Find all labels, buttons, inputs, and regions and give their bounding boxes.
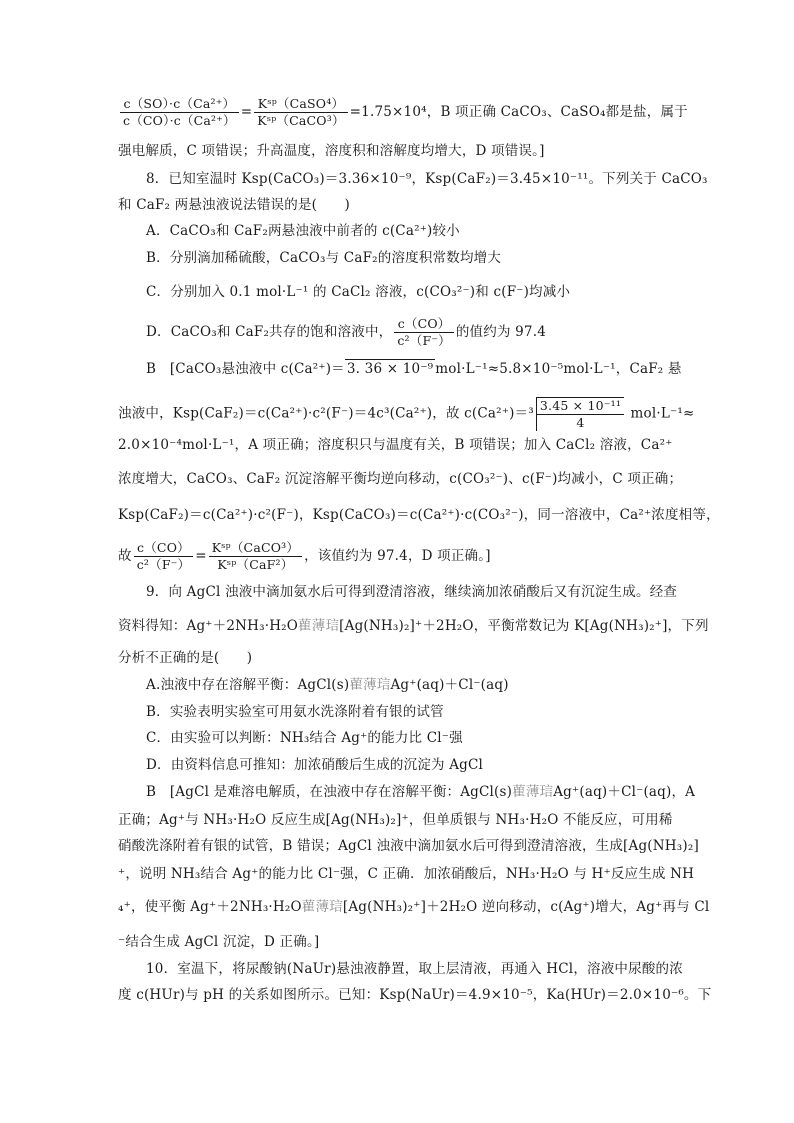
answer-text: Ag⁺(aq)＋Cl⁻(aq)，A — [553, 784, 696, 800]
question-8-option-d — [146, 316, 546, 349]
equilibrium-arrow-glyph: 雚薄琂 — [349, 677, 391, 693]
question-8-stem: 8．已知室温时 Ksp(CaCO₃)＝3.36×10⁻⁹，Ksp(CaF₂)＝3.45×10⁻¹¹。下列关于 CaCO₃ — [146, 171, 708, 187]
fraction-numerator: c（CO） — [394, 316, 453, 333]
question-9-option-b: B．实验表明实验室可用氨水洗涤附着有银的试管 — [146, 704, 444, 720]
stem-text: [Ag(NH₃)₂]⁺＋2H₂O，平衡常数记为 K[Ag(NH₃)₂⁺]，下列 — [339, 618, 709, 634]
answer-text: 浊液中，Ksp(CaF₂)＝c(Ca²⁺)·c²(F⁻)＝4c³(Ca²⁺)，故 c(Ca²⁺)＝³ — [118, 405, 534, 422]
co3-f-ratio-fraction — [394, 316, 453, 349]
answer-text: =1.75×10⁴，B 项正确 CaCO₃、CaSO₄都是盐，属于 — [349, 104, 688, 120]
question-8-answer-line: 故 $\frac{c(CO)}{\text{c²（F⁻）}}$ = $\frac{\text{Kˢᵖ（CaCO³）}}{\text{Kˢᵖ（CaF²）}}$ ，该值约为 97.4，D 项正确。] — [118, 540, 491, 572]
fraction-numerator: c（SO）·c（Ca²⁺） — [120, 96, 239, 113]
cube-root-fraction — [536, 397, 624, 431]
option-text: A.浊液中存在溶解平衡：AgCl(s) — [146, 677, 350, 693]
fraction-numerator: Kˢᵖ（CaCO³） — [209, 540, 302, 557]
fraction-numerator: Kˢᵖ（CaSO⁴） — [254, 96, 347, 113]
question-9-answer-line — [146, 783, 695, 801]
fraction-denominator: c²（F⁻） — [397, 333, 451, 348]
ksp-ratio-fraction — [254, 96, 347, 129]
question-9-stem — [118, 617, 709, 635]
answer-text: mol·L⁻¹≈5.8×10⁻⁵mol·L⁻¹，CaF₂ 悬 — [435, 361, 682, 377]
stem-text: 资料得知：Ag⁺＋2NH₃·H₂O — [118, 618, 299, 634]
fraction-numerator: c（CO） — [134, 540, 193, 557]
answer-text: ，该值约为 97.4，D 项正确。] — [304, 548, 491, 564]
question-8-option-a: A．CaCO₃和 CaF₂两悬浊液中前者的 c(Ca²⁺)较小 — [146, 223, 460, 239]
square-root: 3. 36 × 10⁻⁹ — [346, 361, 434, 377]
co3-f-ratio-fraction — [134, 540, 193, 573]
answer-text: ₄⁺，使平衡 Ag⁺＋2NH₃·H₂O — [118, 899, 302, 915]
question-10-stem: 10．室温下，将尿酸钠(NaUr)悬浊液静置，取上层清液，再通入 HCl，溶液中尿酸的浓 — [146, 961, 683, 977]
question-8-option-c: C．分别加入 0.1 mol·L⁻¹ 的 CaCl₂ 溶液，c(CO₃²⁻)和 c(F⁻)均减小 — [146, 284, 571, 300]
fraction-denominator: c（CO）·c（Ca²⁺） — [123, 113, 236, 128]
fraction-denominator: Kˢᵖ（CaCO³） — [257, 113, 345, 128]
answer-text: mol·L⁻¹≈ — [626, 405, 695, 422]
question-9-stem: 9．向 AgCl 浊液中滴加氨水后可得到澄清溶液，继续滴加浓硝酸后又有沉淀生成。经查 — [146, 584, 678, 600]
ksp-ratio-fraction — [209, 540, 302, 573]
question-8-option-b: B．分别滴加稀硫酸，CaCO₃与 CaF₂的溶度积常数均增大 — [146, 250, 502, 266]
question-8-stem: 和 CaF₂ 两悬浊液说法错误的是( ) — [118, 197, 350, 213]
question-9-answer-line: ⁺，说明 NH₃结合 Ag⁺的能力比 Cl⁻强，C 正确．加浓硝酸后，NH₃·H₂O 与 H⁺反应生成 NH — [118, 866, 695, 882]
fraction-numerator: 3.45 × 10⁻¹¹ — [537, 397, 624, 415]
question-9-answer-line: ⁻结合生成 AgCl 沉淀，D 正确。] — [118, 934, 320, 950]
question-9-stem: 分析不正确的是( ) — [118, 650, 253, 666]
answer-text: B [CaCO₃悬浊液中 c(Ca²⁺)＝ — [146, 361, 345, 377]
concentration-ratio-fraction — [120, 96, 239, 129]
question-8-answer-line: Ksp(CaF₂)＝c(Ca²⁺)·c²(F⁻)，Ksp(CaCO₃)＝c(Ca²⁺)·c(CO₃²⁻)，同一溶液中，Ca²⁺浓度相等， — [118, 507, 720, 523]
option-text: D．CaCO₃和 CaF₂共存的饱和溶液中， — [146, 324, 393, 340]
question-9-answer-line: 硝酸洗涤附着有银的试管，B 错误；AgCl 浊液中滴加氨水后可得到澄清溶液，生成[Ag(NH₃)₂] — [118, 838, 699, 854]
question-9-option-a — [146, 676, 509, 694]
question-8-answer-line: 2.0×10⁻⁴mol·L⁻¹，A 项正确；溶度积只与温度有关，B 项错误；加入 CaCl₂ 溶液，Ca²⁺ — [118, 437, 673, 453]
option-text: 的值约为 97.4 — [455, 324, 546, 340]
question-9-answer-line: 正确；Ag⁺与 NH₃·H₂O 反应生成[Ag(NH₃)₂]⁺，但单质银与 NH₃·H₂O 不能反应，可用稀 — [118, 812, 673, 828]
fraction-denominator: 4 — [576, 415, 585, 430]
fraction-denominator: Kˢᵖ（CaF²） — [217, 557, 294, 572]
answer-text: [Ag(NH₃)₂⁺]＋2H₂O 逆向移动，c(Ag⁺)增大，Ag⁺再与 Cl — [342, 899, 710, 915]
prev-answer-fraction-line: $\frac{\text{c（SO）·c（Ca²⁺）}}{\text{c（CO）·c（Ca²⁺）}}$ = $\frac{\text{Kˢᵖ（CaSO⁴）}}{\text{Kˢᵖ（CaCO³）}}$ =1.75×10⁴，B 项正确 CaCO₃、CaSO₄都是盐，属于 — [118, 96, 688, 129]
answer-text: B [AgCl 是难溶电解质，在浊液中存在溶解平衡：AgCl(s) — [146, 784, 513, 800]
question-8-answer-line — [146, 359, 682, 378]
question-8-answer-line — [118, 397, 695, 431]
answer-text: 强电解质，C 项错误；升高温度，溶度积和溶解度均增大，D 项错误。] — [118, 143, 545, 159]
answer-text: 故 — [118, 548, 132, 564]
question-10-stem: 度 c(HUr)与 pH 的关系如图所示。已知：Ksp(NaUr)＝4.9×10⁻⁵，Ka(HUr)＝2.0×10⁻⁶。下 — [118, 987, 712, 1003]
equilibrium-arrow-glyph: 雚薄琂 — [298, 618, 340, 634]
question-9-answer-line — [118, 898, 709, 916]
question-9-option-d: D．由资料信息可推知：加浓硝酸后生成的沉淀为 AgCl — [146, 757, 484, 773]
question-9-option-c: C．由实验可以判断：NH₃结合 Ag⁺的能力比 Cl⁻强 — [146, 730, 463, 746]
option-text: Ag⁺(aq)＋Cl⁻(aq) — [390, 677, 509, 693]
equilibrium-arrow-glyph: 雚薄琂 — [301, 899, 343, 915]
question-8-answer-line: 浓度增大，CaCO₃、CaF₂ 沉淀溶解平衡均逆向移动，c(CO₃²⁻)、c(F⁻)均减小，C 项正确； — [118, 471, 683, 487]
fraction-denominator: c²（F⁻） — [136, 557, 191, 572]
equilibrium-arrow-glyph: 雚薄琂 — [512, 784, 554, 800]
